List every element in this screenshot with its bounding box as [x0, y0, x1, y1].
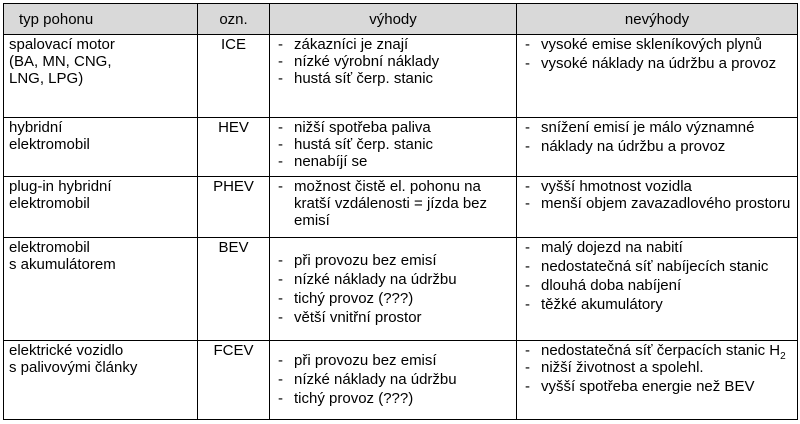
row-cons — [517, 340, 798, 419]
list-item: - nízké náklady na údržbu — [275, 271, 511, 288]
row-cons — [517, 35, 798, 118]
list-item: - vyšší spotřeba energie než BEV — [522, 378, 792, 395]
row-type: elektromobil s akumulátorem — [4, 237, 198, 340]
row-pros — [270, 118, 517, 176]
row-code — [198, 237, 270, 340]
row-type: plug-in hybridní elektromobil — [4, 176, 198, 237]
row-pros — [270, 35, 517, 118]
list-item: - vyšší hmotnost vozidla — [522, 178, 792, 195]
list-item: - snížení emisí je málo významné — [522, 119, 792, 136]
list-item: - těžké akumulátory — [522, 296, 792, 313]
drive-comparison-table — [3, 3, 798, 420]
list-item: - tichý provoz (???) — [275, 290, 511, 307]
list-item: - možnost čistě el. pohonu na kratší vzdálenosti = jízda bez emisí — [275, 178, 511, 229]
header-code: ozn. — [198, 4, 270, 35]
row-type: hybridní elektromobil — [4, 118, 198, 176]
row-code-label: ICE — [220, 36, 246, 53]
row-code-label: FCEV — [213, 341, 254, 359]
row-pros — [270, 237, 517, 340]
row-code-label: HEV — [218, 119, 249, 137]
row-code-label: BEV — [218, 238, 249, 256]
list-item-text: nedostatečná síť čerpacích stanic H — [541, 341, 781, 359]
table-row — [4, 237, 798, 340]
row-pros — [270, 340, 517, 419]
list-item: - nízké výrobní náklady — [275, 53, 511, 70]
row-code-label: PHEV — [213, 177, 254, 195]
list-item: - nedostatečná síť nabíjecích stanic — [522, 258, 792, 275]
list-item: - náklady na údržbu a provoz — [522, 138, 792, 155]
list-item: - zákazníci je znají — [275, 36, 511, 53]
row-code — [198, 118, 270, 176]
list-item: - menší objem zavazadlového prostoru — [522, 195, 792, 212]
list-item: - nižší životnost a spolehl. — [522, 359, 792, 376]
list-item: - malý dojezd na nabití — [522, 239, 792, 256]
row-pros — [270, 176, 517, 237]
row-type: spalovací motor (BA, MN, CNG, LNG, LPG) — [4, 35, 198, 118]
list-item: - hustá síť čerp. stanic — [275, 136, 511, 153]
header-cons: nevýhody — [517, 4, 798, 35]
header-pros: výhody — [270, 4, 517, 35]
table-row — [4, 118, 798, 176]
list-item: - nenabíjí se — [275, 153, 511, 170]
table-row — [4, 35, 798, 118]
row-type: elektrické vozidlo s palivovými články — [4, 340, 198, 419]
list-item: - nižší spotřeba paliva — [275, 119, 511, 136]
table-row — [4, 340, 798, 419]
list-item: - při provozu bez emisí — [275, 352, 511, 369]
subscript: 2 — [780, 350, 786, 362]
row-code — [198, 340, 270, 419]
header-type: typ pohonu — [4, 4, 198, 35]
list-item: - dlouhá doba nabíjení — [522, 277, 792, 294]
list-item: - větší vnitřní prostor — [275, 309, 511, 326]
row-cons — [517, 176, 798, 237]
list-item: - vysoké emise skleníkových plynů — [522, 36, 792, 53]
table-row — [4, 176, 798, 237]
header-row — [4, 4, 798, 35]
row-cons — [517, 237, 798, 340]
list-item: - tichý provoz (???) — [275, 390, 511, 407]
list-item: - hustá síť čerp. stanic — [275, 70, 511, 87]
list-item — [522, 341, 792, 362]
row-cons — [517, 118, 798, 176]
list-item: - nízké náklady na údržbu — [275, 371, 511, 388]
list-item: - vysoké náklady na údržbu a provoz — [522, 55, 792, 72]
row-code — [198, 35, 270, 118]
list-item: - při provozu bez emisí — [275, 252, 511, 269]
row-code — [198, 176, 270, 237]
